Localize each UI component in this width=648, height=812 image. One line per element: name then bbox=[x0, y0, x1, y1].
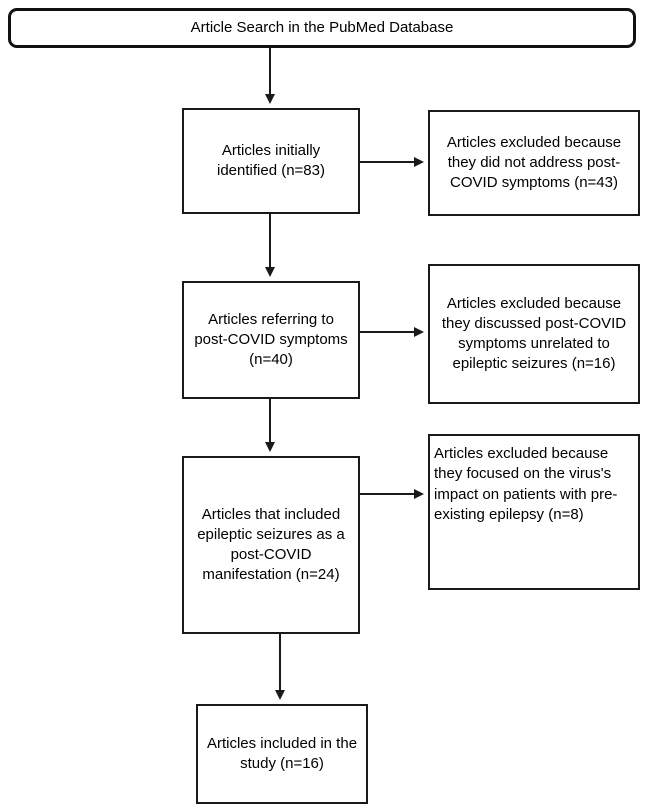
box-epileptic-seizures bbox=[182, 456, 360, 634]
box-initially-identified-label: Articles initially identified (n=83) bbox=[217, 141, 325, 179]
box-article-search-label: Article Search in the PubMed Database bbox=[190, 18, 454, 36]
box-excluded-unrelated-seizures-label: Articles excluded because they discussed post-COVID symptoms unrelated to epileptic seizures (n=16) bbox=[441, 294, 627, 373]
box-article-search bbox=[8, 8, 636, 48]
box-referring-post-covid-label: Articles referring to post-COVID symptoms (n=40) bbox=[194, 310, 348, 369]
box-included-in-study-label: Articles included in the study (n=16) bbox=[206, 734, 358, 772]
box-referring-post-covid bbox=[182, 281, 360, 399]
box-excluded-not-post-covid-label: Articles excluded because they did not address post-COVID symptoms (n=43) bbox=[446, 133, 622, 192]
box-epileptic-seizures-label: Articles that included epileptic seizures as a post-COVID manifestation (n=24) bbox=[197, 505, 345, 584]
box-initially-identified bbox=[182, 108, 360, 214]
box-excluded-not-post-covid bbox=[428, 110, 640, 216]
box-excluded-pre-existing-epilepsy bbox=[428, 434, 640, 590]
box-included-in-study bbox=[196, 704, 368, 804]
box-excluded-pre-existing-epilepsy-label: Articles excluded because they focused on the virus's impact on patients with pre-existing epilepsy (n=8) bbox=[434, 445, 618, 523]
box-excluded-unrelated-seizures bbox=[428, 264, 640, 404]
